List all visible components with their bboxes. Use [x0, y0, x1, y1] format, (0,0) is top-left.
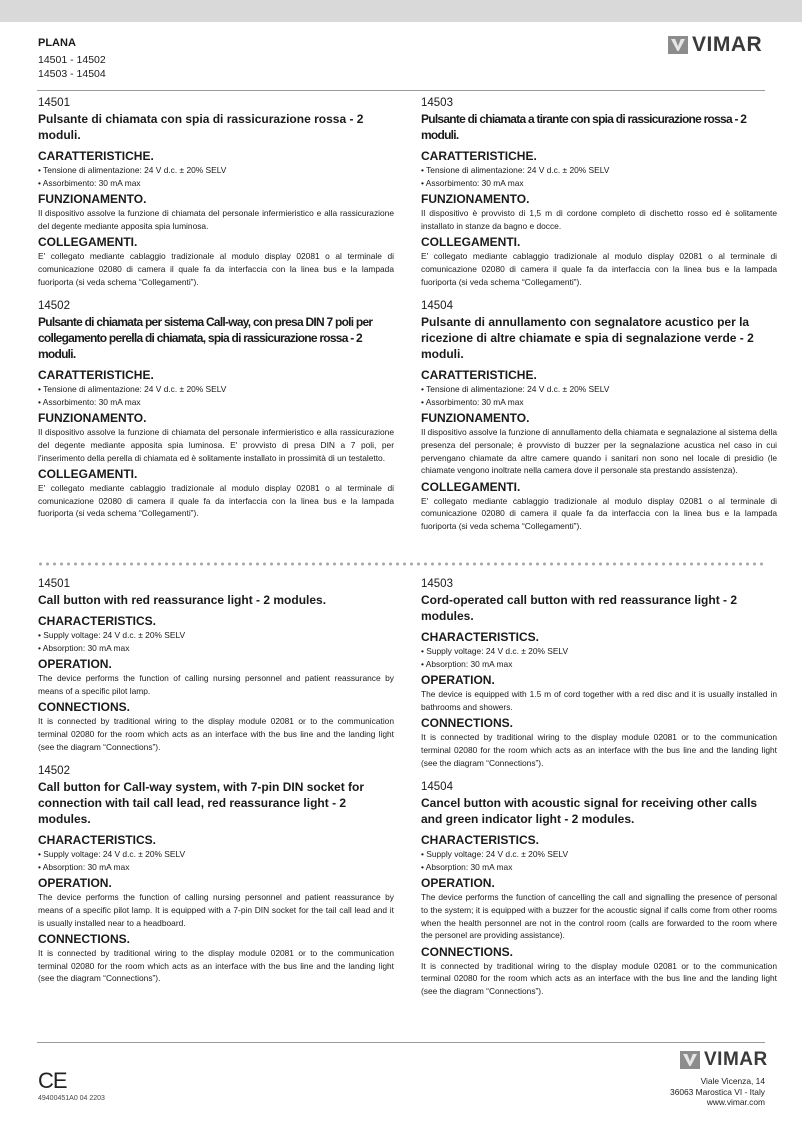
list-item: • Tensione di alimentazione: 24 V d.c. ± 20% SELV: [38, 164, 394, 177]
product-title: Pulsante di chiamata con spia di rassicurazione rossa - 2 moduli.: [38, 112, 364, 142]
top-bar: [0, 0, 802, 22]
characteristics-heading: CHARACTERISTICS.: [38, 833, 157, 848]
operation-heading: OPERATION.: [38, 657, 112, 672]
list-item: • Absorption: 30 mA max: [38, 861, 394, 874]
characteristics-items: [38, 629, 394, 654]
address-city: 36063 Marostica VI - Italy: [670, 1086, 765, 1097]
connections-heading: COLLEGAMENTI.: [421, 479, 521, 494]
characteristics-items: [421, 645, 777, 670]
connections-text: E' collegato mediante cablaggio tradizionale al modulo display 02081 o al terminale di comunicazione 02080 di camera il quale fa da interfaccia con la linea bus e la lampada fuoriporta (si veda schema “Collegamenti”).: [421, 495, 777, 531]
connections-text: It is connected by traditional wiring to the display module 02081 or to the communication terminal 02080 for the room which acts as an interface with the bus line and the landing light (see the diagram “Connections”).: [421, 732, 777, 768]
vimar-logo: [668, 33, 762, 57]
connections-text: E' collegato mediante cablaggio tradizionale al modulo display 02081 o al terminale di comunicazione 02080 di camera il quale fa da interfaccia con la linea bus e la lampada fuoriporta (si veda schema “Collegamenti”).: [38, 251, 394, 287]
list-item: • Assorbimento: 30 mA max: [38, 396, 394, 409]
characteristics-list: [421, 164, 777, 189]
operation-heading: FUNZIONAMENTO.: [421, 411, 530, 426]
product-section: [421, 97, 777, 288]
characteristics-list: [38, 848, 394, 873]
product-section: [421, 781, 777, 997]
list-item: • Supply voltage: 24 V d.c. ± 20% SELV: [38, 848, 394, 861]
operation-text: Il dispositivo è provvisto di 1,5 m di cordone completo di dischetto rosso ed è solitamente installato in stanze da bagno e docce.: [421, 208, 777, 231]
ce-mark: CE: [38, 1068, 67, 1093]
en-left-column: [38, 578, 394, 997]
characteristics-list: [38, 164, 394, 189]
product-section: [38, 97, 394, 288]
connections-heading: COLLEGAMENTI.: [38, 467, 138, 482]
characteristics-list: [38, 383, 394, 408]
list-item: • Tensione di alimentazione: 24 V d.c. ± 20% SELV: [38, 383, 394, 396]
characteristics-list: [421, 645, 777, 670]
operation-heading: OPERATION.: [421, 673, 495, 688]
characteristics-items: [421, 848, 777, 873]
characteristics-items: [38, 164, 394, 189]
operation-heading: FUNZIONAMENTO.: [38, 411, 147, 426]
vimar-logo-icon: [680, 1051, 700, 1069]
characteristics-list: [421, 848, 777, 873]
it-left-column: [38, 97, 394, 532]
connections-text: E' collegato mediante cablaggio tradizionale al modulo display 02081 o al terminale di comunicazione 02080 di camera il quale fa da interfaccia con la linea bus e la lampada fuoriporta (si veda schema “Collegamenti”).: [38, 483, 394, 519]
codes-line-1: 14501 - 14502: [38, 54, 106, 66]
operation-text: The device performs the function of calling nursing personnel and patient reassurance by means of a specific pilot lamp. It is equipped with a 7-pin DIN socket for the tail call lead and it is usually installed near to a headboard.: [38, 892, 394, 928]
characteristics-items: [421, 164, 777, 189]
brand-name: VIMAR: [692, 33, 763, 56]
list-item: • Absorption: 30 mA max: [421, 861, 777, 874]
characteristics-heading: CHARACTERISTICS.: [421, 630, 540, 644]
connections-text: It is connected by traditional wiring to the display module 02081 or to the communication terminal 02080 for the room which acts as an interface with the bus line and the landing light (see the diagram “Connections”).: [421, 960, 777, 996]
vimar-logo-footer: [680, 1049, 768, 1071]
characteristics-list: [421, 383, 777, 408]
vimar-logo-icon: [668, 36, 688, 54]
product-code: 14501: [38, 97, 70, 109]
codes-line-2: 14503 - 14504: [38, 68, 106, 80]
list-item: • Supply voltage: 24 V d.c. ± 20% SELV: [421, 848, 777, 861]
characteristics-items: [38, 383, 394, 408]
operation-text: The device is equipped with 1.5 m of cord together with a red disc and it is usually installed in bathrooms and showers.: [421, 689, 777, 712]
product-section: [38, 578, 394, 753]
connections-heading: COLLEGAMENTI.: [38, 235, 138, 250]
product-code: 14501: [38, 578, 70, 590]
product-code: 14503: [421, 578, 453, 590]
operation-heading: FUNZIONAMENTO.: [421, 192, 530, 207]
connections-text: It is connected by traditional wiring to the display module 02081 or to the communication terminal 02080 for the room which acts as an interface with the bus line and the landing light (see the diagram “Connections”).: [38, 948, 394, 984]
footer-divider: [37, 1042, 765, 1043]
operation-heading: FUNZIONAMENTO.: [38, 192, 147, 207]
list-item: • Tensione di alimentazione: 24 V d.c. ± 20% SELV: [421, 164, 777, 177]
operation-text: Il dispositivo assolve la funzione di chiamata del personale infermieristico e alla rassicurazione del degente mediante apposita spia luminosa. E' provvisto di presa DIN a 7 poli, per l'inserimento della perella di chiamata ed è solitamente installato in prossimità di un testaletto.: [38, 427, 394, 463]
en-right-column: [421, 578, 777, 1010]
list-item: • Assorbimento: 30 mA max: [38, 177, 394, 190]
product-section: [38, 300, 394, 520]
product-title: Cord-operated call button with red reassurance light - 2 modules.: [421, 593, 738, 623]
product-code: 14502: [38, 765, 70, 778]
operation-text: Il dispositivo assolve la funzione di annullamento della chiamata e segnalazione al sistema della presenza del personale; è provvisto di buzzer per la segnalazione acustica nel caso in cui pervengano chiamate da altre camere quando i sanitari non sono nel locale di presidio (le chiamate vengono inoltrate nella camera dove il personale sta prestando assistenza).: [421, 427, 777, 476]
list-item: • Absorption: 30 mA max: [421, 658, 777, 671]
product-title: Cancel button with acoustic signal for receiving other calls and green indicator light - 2 modules.: [421, 796, 758, 827]
product-line-title: PLANA: [38, 37, 76, 49]
characteristics-list: [38, 629, 394, 654]
product-section: [421, 578, 777, 769]
characteristics-heading: CARATTERISTICHE.: [421, 149, 537, 163]
operation-text: Il dispositivo assolve la funzione di chiamata del personale infermieristico e alla rassicurazione del degente mediante apposita spia luminosa.: [38, 208, 394, 231]
connections-heading: COLLEGAMENTI.: [421, 235, 521, 250]
characteristics-items: [421, 383, 777, 408]
footer-brand-name: VIMAR: [704, 1049, 768, 1070]
list-item: • Tensione di alimentazione: 24 V d.c. ± 20% SELV: [421, 383, 777, 396]
connections-heading: CONNECTIONS.: [38, 700, 131, 715]
it-right-column: [421, 97, 777, 545]
connections-heading: CONNECTIONS.: [421, 716, 514, 731]
product-title: Pulsante di annullamento con segnalatore acustico per la ricezione di altre chiamate e spia di segnalazione verde - 2 moduli.: [421, 315, 754, 362]
product-title: Pulsante di chiamata a tirante con spia di rassicurazione rossa - 2 moduli.: [421, 112, 747, 142]
product-title: Call button for Call-way system, with 7-pin DIN socket for connection with tail call lead, red reassurance light - 2 modules.: [38, 780, 365, 827]
characteristics-items: [38, 848, 394, 873]
company-address: [670, 1076, 765, 1108]
characteristics-heading: CARATTERISTICHE.: [38, 149, 154, 163]
operation-heading: OPERATION.: [421, 876, 495, 891]
list-item: • Assorbimento: 30 mA max: [421, 396, 777, 409]
document-reference: 49400451A0 04 2203: [38, 1095, 105, 1102]
list-item: • Absorption: 30 mA max: [38, 642, 394, 655]
connections-text: E' collegato mediante cablaggio tradizionale al modulo display 02081 o al terminale di comunicazione 02080 di camera il quale fa da interfaccia con la linea bus e la lampada fuoriporta (si veda schema “Collegamenti”).: [421, 251, 777, 287]
characteristics-heading: CHARACTERISTICS.: [421, 833, 540, 848]
connections-heading: CONNECTIONS.: [421, 944, 514, 959]
characteristics-heading: CARATTERISTICHE.: [421, 368, 537, 383]
address-street: Viale Vicenza, 14: [700, 1076, 765, 1086]
characteristics-heading: CARATTERISTICHE.: [38, 368, 154, 383]
list-item: • Supply voltage: 24 V d.c. ± 20% SELV: [38, 629, 394, 642]
product-section: [38, 765, 394, 985]
language-separator: [37, 562, 765, 566]
product-title: Pulsante di chiamata per sistema Call-way, con presa DIN 7 poli per collegamento perella di chiamata, spia di rassicurazione rossa - 2 moduli.: [38, 315, 373, 362]
header-divider: [37, 90, 765, 91]
product-title: Call button with red reassurance light - 2 modules.: [38, 593, 327, 607]
list-item: • Supply voltage: 24 V d.c. ± 20% SELV: [421, 645, 777, 658]
product-code: 14504: [421, 781, 453, 794]
product-code: 14503: [421, 97, 453, 109]
characteristics-heading: CHARACTERISTICS.: [38, 614, 157, 628]
operation-heading: OPERATION.: [38, 876, 112, 891]
list-item: • Assorbimento: 30 mA max: [421, 177, 777, 190]
operation-text: The device performs the function of calling nursing personnel and patient reassurance by means of a specific pilot lamp.: [38, 673, 394, 696]
connections-text: It is connected by traditional wiring to the display module 02081 or to the communication terminal 02080 for the room which acts as an interface with the bus line and the landing light (see the diagram “Connections”).: [38, 716, 394, 752]
doc-header: [38, 36, 106, 81]
operation-text: The device performs the function of cancelling the call and signalling the presence of personal to the system; it is equipped with a buzzer for the acoustic signal if calls come from other rooms when the health personnel are not in the control room (calls are forwarded to the room where the personel are providing assistance).: [421, 892, 777, 941]
product-code: 14502: [38, 300, 70, 313]
website-link[interactable]: www.vimar.com: [706, 1097, 765, 1107]
product-code: 14504: [421, 300, 453, 313]
connections-heading: CONNECTIONS.: [38, 932, 131, 947]
product-section: [421, 300, 777, 532]
